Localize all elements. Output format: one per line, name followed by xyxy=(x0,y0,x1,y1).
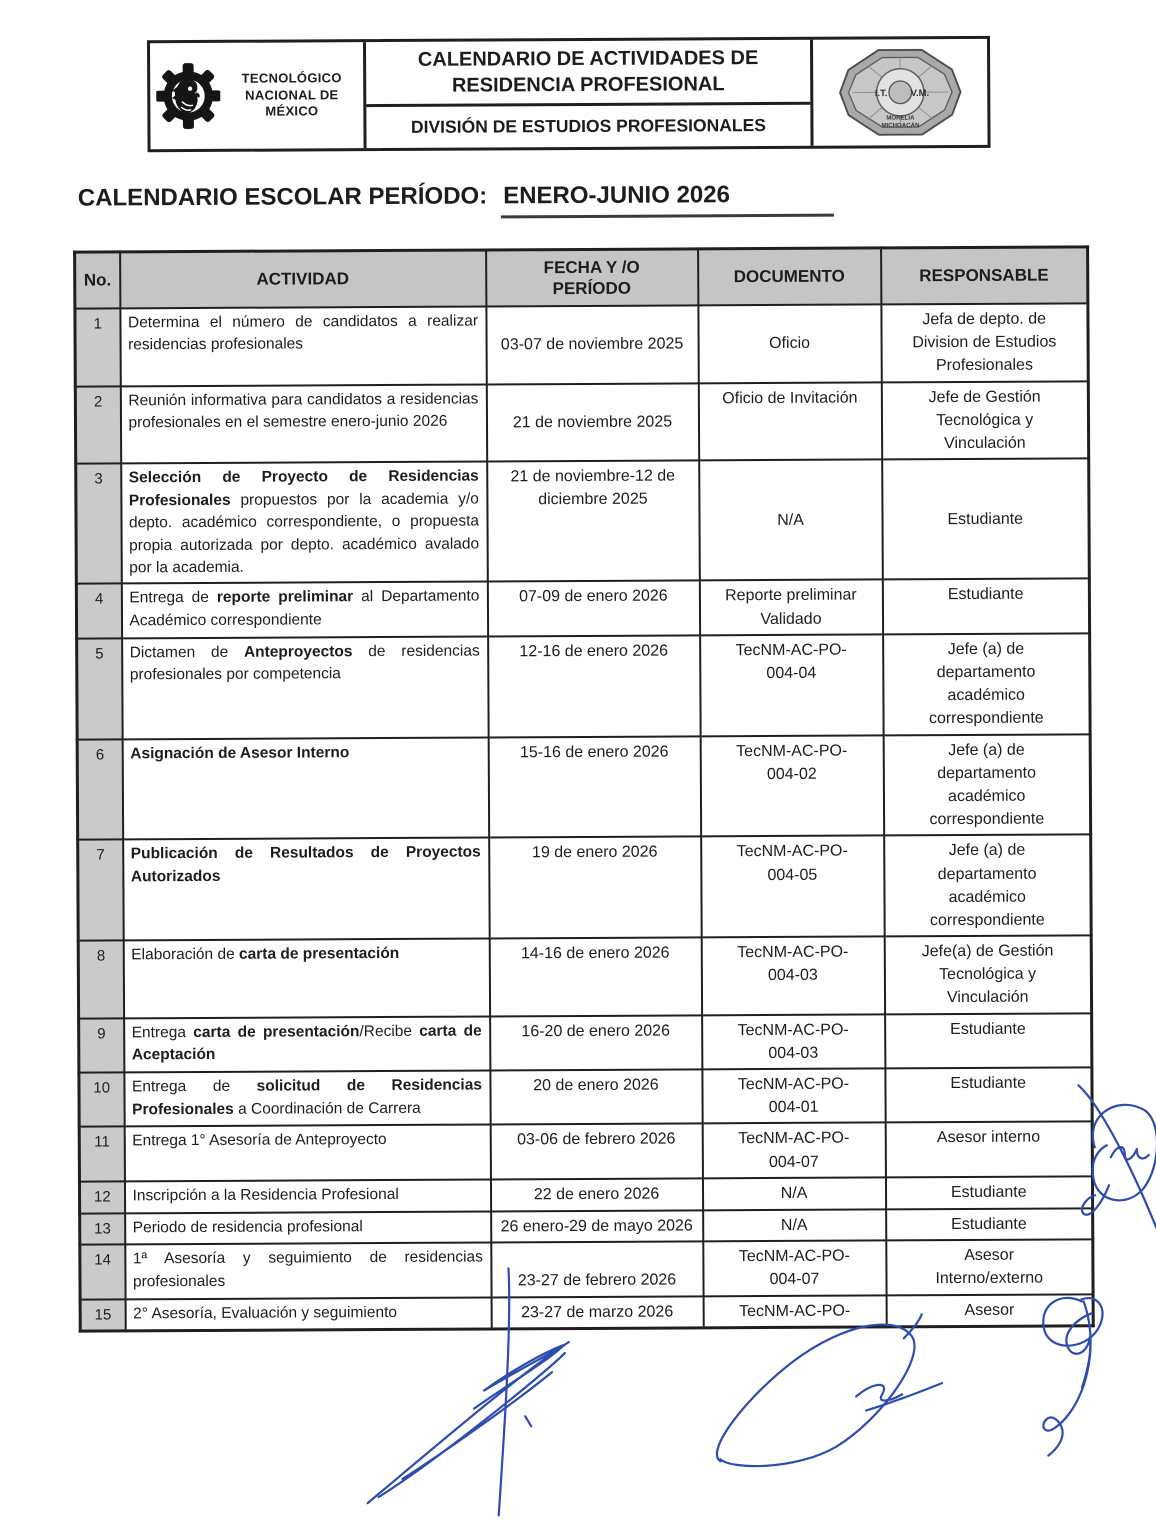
activity-cell xyxy=(120,306,486,385)
activity-cell xyxy=(125,1243,491,1299)
documento-cell xyxy=(700,735,884,837)
activity-cell xyxy=(121,462,488,584)
header-title-cell xyxy=(366,40,814,148)
emblem-state: MICHOACÁN xyxy=(881,122,919,129)
responsable-text: Estudiante xyxy=(909,1017,1067,1041)
fecha-cell: 21 de noviembre-12 de diciembre 2025 xyxy=(487,460,700,581)
responsable-text: Jefe (a) de departamento académico correspondiente xyxy=(907,738,1065,832)
table-row xyxy=(79,1176,1092,1213)
activity-text: Periodo de residencia profesional xyxy=(133,1218,363,1236)
activity-text-bold: Selección de Proyecto de Residencias Profesionales xyxy=(129,468,479,509)
documento-cell xyxy=(701,836,885,938)
documento-text: TecNM-AC-PO-004-03 xyxy=(737,1018,849,1065)
documento-cell xyxy=(703,1295,886,1328)
responsable-text: Jefe (a) de departamento académico correspondiente xyxy=(907,637,1065,731)
activity-text: 2° Asesoría, Evaluación y seguimiento xyxy=(133,1304,397,1322)
documento-cell xyxy=(698,304,881,383)
documento-text: N/A xyxy=(719,1213,869,1237)
fecha-cell: 03-07 de noviembre 2025 xyxy=(486,305,698,384)
activity-text-bold: solicitud de Residencias Profesionales xyxy=(132,1077,482,1118)
table-row xyxy=(75,381,1088,464)
activity-text: /Recibe xyxy=(359,1022,419,1039)
activity-cell xyxy=(123,838,490,941)
itvm-emblem-icon xyxy=(820,42,981,143)
fecha-cell: 12-16 de enero 2026 xyxy=(488,635,701,737)
responsable-text: Estudiante xyxy=(909,1071,1067,1095)
documento-text: Oficio de Invitación xyxy=(715,386,865,410)
responsable-cell xyxy=(882,458,1090,579)
header-emblem-cell xyxy=(813,39,988,146)
fecha-cell: 20 de enero 2026 xyxy=(490,1069,702,1124)
activity-text: Entrega de xyxy=(129,589,217,606)
row-number-cell: 14 xyxy=(80,1245,125,1300)
responsable-cell xyxy=(885,1122,1092,1177)
fecha-cell: 26 enero-29 de mayo 2026 xyxy=(491,1210,703,1243)
documento-text: TecNM-AC-PO-004-07 xyxy=(738,1245,850,1292)
documento-cell xyxy=(703,1241,886,1296)
activity-text: Elaboración de xyxy=(131,946,239,964)
fecha-cell: 21 de noviembre 2025 xyxy=(486,383,698,462)
responsable-cell xyxy=(885,1176,1092,1209)
activity-cell xyxy=(120,384,486,463)
responsable-cell xyxy=(885,1067,1092,1122)
documento-cell xyxy=(702,1014,885,1069)
row-number-cell: 9 xyxy=(79,1018,124,1073)
responsable-cell xyxy=(882,579,1089,634)
activity-cell xyxy=(121,582,487,638)
responsable-cell xyxy=(884,835,1092,937)
responsable-cell xyxy=(886,1240,1093,1295)
table-row xyxy=(77,633,1091,739)
table-row xyxy=(77,734,1091,840)
documento-cell xyxy=(699,580,882,635)
documento-text: N/A xyxy=(719,1181,869,1205)
documento-cell xyxy=(701,936,884,1015)
responsable-text: Estudiante xyxy=(906,507,1064,531)
responsable-text: Estudiante xyxy=(907,583,1065,607)
documento-text: TecNM-AC-PO-004-02 xyxy=(736,739,848,786)
activity-cell xyxy=(124,1016,490,1072)
activity-text: Entrega de xyxy=(132,1078,257,1096)
fecha-cell: 23-27 de marzo 2026 xyxy=(491,1296,703,1329)
responsable-text: Jefe de Gestión Tecnológica y Vinculación xyxy=(906,385,1064,455)
activity-text: Dictamen de xyxy=(130,644,244,662)
documento-text: TecNM-AC-PO-004-07 xyxy=(738,1127,850,1174)
fecha-cell: 03-06 de febrero 2026 xyxy=(490,1124,702,1179)
table-row xyxy=(78,835,1092,941)
activity-cell xyxy=(124,1179,490,1213)
activity-text-bold: Anteproyectos xyxy=(244,643,353,661)
activity-text: Entrega xyxy=(132,1024,194,1041)
form-header xyxy=(147,36,991,152)
fecha-cell: 14-16 de enero 2026 xyxy=(489,937,701,1016)
col-header-actividad: ACTIVIDAD xyxy=(120,250,486,308)
row-number-cell: 1 xyxy=(75,308,120,386)
page-title xyxy=(78,181,834,221)
col-header-fecha xyxy=(486,249,698,307)
activity-text: al Departamento Académico correspondiente xyxy=(129,588,479,629)
responsable-text: Jefe (a) de departamento académico correspondiente xyxy=(908,839,1066,933)
documento-cell xyxy=(698,382,881,461)
table-row xyxy=(80,1208,1093,1245)
activity-text-bold: Asignación de Asesor Interno xyxy=(130,744,349,762)
row-number-cell: 7 xyxy=(78,840,124,941)
table-row xyxy=(75,303,1088,386)
form-title-line1: CALENDARIO DE ACTIVIDADES DE xyxy=(418,45,759,73)
documento-cell xyxy=(702,1068,885,1123)
activity-cell xyxy=(122,737,489,840)
responsable-cell xyxy=(883,633,1091,735)
documento-cell xyxy=(703,1209,886,1242)
table-row xyxy=(76,458,1090,584)
responsable-text: Estudiante xyxy=(910,1212,1068,1236)
documento-cell xyxy=(700,634,884,736)
activity-text: Entrega 1° Asesoría de Anteproyecto xyxy=(132,1131,386,1149)
documento-cell xyxy=(702,1177,885,1210)
documento-text: TecNM-AC-PO-004-05 xyxy=(736,840,848,887)
responsable-text: Asesor interno xyxy=(909,1126,1067,1150)
table-row xyxy=(79,1067,1092,1127)
calendar-table xyxy=(73,245,1095,1333)
row-number-cell: 2 xyxy=(75,386,120,464)
fecha-cell: 16-20 de enero 2026 xyxy=(490,1015,702,1070)
row-number-cell: 4 xyxy=(76,584,121,639)
table-row xyxy=(79,1013,1092,1073)
emblem-initials-left: I.T. xyxy=(875,87,888,98)
table-row xyxy=(76,579,1089,639)
responsable-cell xyxy=(886,1294,1093,1327)
documento-text: N/A xyxy=(715,508,865,532)
documento-text: TecNM-AC-PO-004-03 xyxy=(737,941,849,988)
responsable-text: Jefa de depto. de Division de Estudios Profesionales xyxy=(905,307,1063,377)
responsable-text: Jefe(a) de Gestión Tecnológica y Vinculación xyxy=(908,940,1066,1010)
fecha-cell: 07-09 de enero 2026 xyxy=(487,581,699,636)
documento-text: TecNM-AC-PO-004-04 xyxy=(735,638,847,685)
table-header-row xyxy=(75,247,1088,309)
row-number-cell: 6 xyxy=(77,739,123,840)
table-row xyxy=(79,1122,1092,1182)
documento-cell xyxy=(702,1123,885,1178)
col-header-responsable: RESPONSABLE xyxy=(881,247,1088,305)
activity-text: a Coordinación de Carrera xyxy=(234,1099,421,1117)
row-number-cell: 13 xyxy=(80,1213,125,1245)
documento-cell xyxy=(699,460,883,581)
documento-text: Reporte preliminar Validado xyxy=(716,584,866,631)
page-title-label: CALENDARIO ESCOLAR PERÍODO: xyxy=(78,182,488,212)
fecha-cell: 15-16 de enero 2026 xyxy=(488,736,701,838)
documento-text: Oficio xyxy=(715,332,865,356)
activity-text: propuestos por la academia y/o depto. académico correspondiente, o propuesta propia autorizada por depto. académico avalado por la academia. xyxy=(129,490,479,576)
activity-text: 1ª Asesoría y seguimiento de residencias profesionales xyxy=(133,1249,483,1290)
header-logo-cell xyxy=(150,42,367,149)
row-number-cell: 5 xyxy=(77,638,123,739)
form-title-line2: RESIDENCIA PROFESIONAL xyxy=(452,71,725,98)
emblem-initials-right: V.M. xyxy=(911,87,930,98)
activity-cell xyxy=(124,1070,490,1126)
table-row xyxy=(80,1240,1093,1300)
responsable-cell xyxy=(881,381,1088,460)
fecha-cell: 19 de enero 2026 xyxy=(489,837,702,939)
activity-text-bold: reporte preliminar xyxy=(217,589,353,607)
table-row xyxy=(80,1294,1093,1332)
responsable-cell xyxy=(886,1208,1093,1241)
activity-text: Inscripción a la Residencia Profesional xyxy=(132,1186,398,1204)
activity-text-bold: Publicación de Resultados de Proyectos Autorizados xyxy=(131,844,481,885)
responsable-cell xyxy=(885,1013,1092,1068)
responsable-text: Asesor Interno/externo xyxy=(910,1244,1068,1291)
documento-text: TecNM-AC-PO-004-01 xyxy=(737,1073,849,1120)
col-header-no: No. xyxy=(75,252,120,309)
responsable-text: Asesor xyxy=(910,1298,1068,1322)
page-title-period: ENERO-JUNIO 2026 xyxy=(501,181,834,219)
documento-text: TecNM-AC-PO- xyxy=(739,1299,851,1323)
row-number-cell: 10 xyxy=(79,1072,124,1127)
fecha-cell: 22 de enero 2026 xyxy=(490,1178,702,1211)
signature-bottom-center xyxy=(716,1314,942,1466)
activity-text-bold: carta de presentación xyxy=(193,1023,359,1041)
activity-text: de residencias profesionales por competencia xyxy=(130,642,480,683)
brand-name xyxy=(226,70,357,121)
fecha-cell: 23-27 de febrero 2026 xyxy=(491,1242,703,1297)
activity-text: Reunión informativa para candidatos a residencias profesionales en el semestre enero-junio 2026 xyxy=(128,390,478,431)
activity-cell xyxy=(124,1125,490,1181)
brand-line2: NACIONAL DE MÉXICO xyxy=(226,87,357,121)
row-number-cell: 15 xyxy=(80,1299,125,1331)
activity-text-bold: carta de presentación xyxy=(239,945,399,963)
activity-text-bold: carta de Aceptación xyxy=(132,1022,482,1063)
row-number-cell: 12 xyxy=(79,1181,124,1213)
responsable-cell xyxy=(884,935,1091,1014)
row-number-cell: 3 xyxy=(76,464,122,585)
tecnm-logo-icon xyxy=(156,52,220,140)
activity-cell xyxy=(122,636,489,739)
responsable-cell xyxy=(883,734,1091,836)
form-subtitle: DIVISIÓN DE ESTUDIOS PROFESIONALES xyxy=(366,105,810,149)
col-header-documento: DOCUMENTO xyxy=(698,248,881,305)
row-number-cell: 11 xyxy=(79,1127,124,1182)
responsable-text: Estudiante xyxy=(910,1180,1068,1204)
activity-cell xyxy=(125,1211,491,1245)
col-header-fecha-text: FECHA Y /O PERÍODO xyxy=(526,256,658,299)
table-row xyxy=(78,935,1091,1018)
brand-line1: TECNOLÓGICO xyxy=(226,70,357,88)
row-number-cell: 8 xyxy=(78,940,123,1018)
activity-text: Determina el número de candidatos a realizar residencias profesionales xyxy=(128,313,478,354)
form-title xyxy=(366,40,810,107)
activity-cell xyxy=(125,1297,491,1331)
emblem-city: MORELIA xyxy=(886,115,915,122)
calendar-table-body xyxy=(75,303,1093,1331)
activity-cell xyxy=(123,939,489,1018)
responsable-cell xyxy=(881,303,1088,382)
